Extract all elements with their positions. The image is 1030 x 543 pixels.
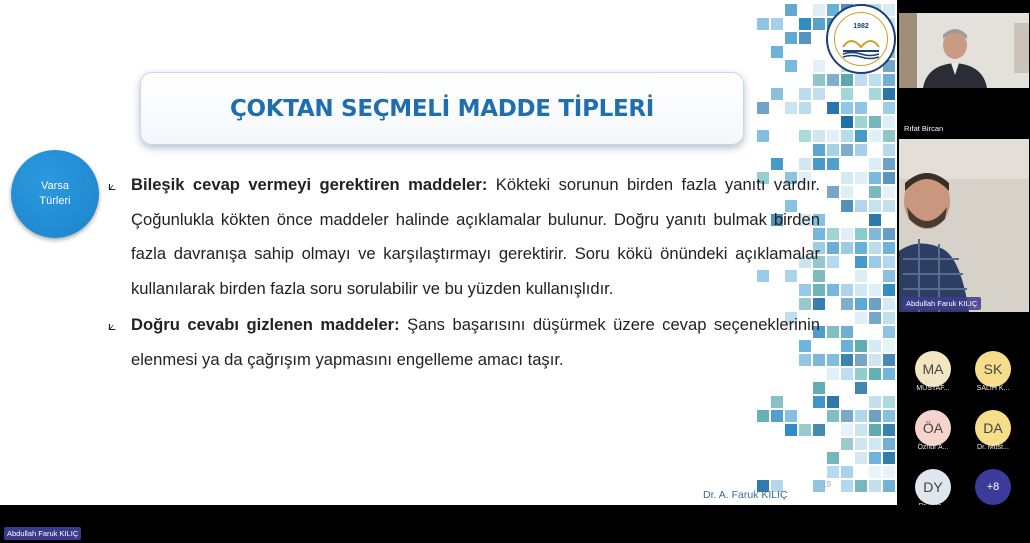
mosaic-tile	[813, 88, 825, 100]
mosaic-tile	[855, 340, 867, 352]
mosaic-tile	[869, 368, 881, 380]
mosaic-tile	[827, 396, 839, 408]
mosaic-tile	[855, 256, 867, 268]
mosaic-tile	[771, 88, 783, 100]
mosaic-tile	[855, 382, 867, 394]
mosaic-tile	[855, 102, 867, 114]
mosaic-tile	[841, 368, 853, 380]
mosaic-tile	[841, 326, 853, 338]
mosaic-tile	[855, 410, 867, 422]
mosaic-tile	[841, 102, 853, 114]
mosaic-tile	[785, 102, 797, 114]
avatar-name: MUSTAF...	[916, 385, 950, 392]
mosaic-tile	[841, 130, 853, 142]
mosaic-tile	[883, 228, 895, 240]
mosaic-tile	[869, 452, 881, 464]
mosaic-tile	[855, 116, 867, 128]
mosaic-tile	[883, 410, 895, 422]
mosaic-tile	[869, 74, 881, 86]
participant-video-2[interactable]	[899, 139, 1029, 312]
mosaic-tile	[785, 32, 797, 44]
mosaic-tile	[855, 298, 867, 310]
bullet-icon: ⟀	[108, 177, 117, 193]
avatar-name: Dr. Must...	[977, 444, 1009, 451]
mosaic-tile	[841, 466, 853, 478]
bullet-icon: ⟀	[108, 317, 117, 333]
mosaic-tile	[813, 18, 825, 30]
mosaic-tile	[883, 424, 895, 436]
mosaic-tile	[841, 186, 853, 198]
mosaic-tile	[771, 18, 783, 30]
mosaic-tile	[827, 368, 839, 380]
mosaic-tile	[771, 396, 783, 408]
mosaic-tile	[883, 312, 895, 324]
mosaic-tile	[883, 158, 895, 170]
badge-line-2: Türleri	[39, 195, 71, 207]
bottom-bar	[0, 505, 1030, 543]
mosaic-tile	[883, 74, 895, 86]
mosaic-tile	[841, 284, 853, 296]
mosaic-tile	[855, 130, 867, 142]
mosaic-tile	[883, 256, 895, 268]
mosaic-tile	[869, 466, 881, 478]
slide-footer: Dr. A. Faruk KILIÇ	[703, 489, 788, 501]
mosaic-tile	[841, 354, 853, 366]
mosaic-tile	[841, 88, 853, 100]
mosaic-tile	[883, 284, 895, 296]
slide-title-box	[140, 72, 744, 145]
mosaic-tile	[883, 452, 895, 464]
self-name-label: Abdullah Faruk KILIÇ	[4, 527, 81, 540]
mosaic-tile	[841, 410, 853, 422]
participant-video-1[interactable]	[899, 13, 1029, 88]
mosaic-tile	[883, 354, 895, 366]
mosaic-tile	[855, 312, 867, 324]
person-silhouette	[899, 13, 1029, 88]
mosaic-tile	[841, 480, 853, 492]
avatar-name: SALİH K...	[976, 385, 1010, 392]
mosaic-tile	[827, 256, 839, 268]
mosaic-tile	[883, 368, 895, 380]
mosaic-tile	[841, 144, 853, 156]
mosaic-tile	[813, 424, 825, 436]
varsa-turleri-badge[interactable]	[11, 150, 99, 238]
avatar[interactable]	[915, 351, 951, 387]
avatar[interactable]	[975, 351, 1011, 387]
mosaic-tile	[869, 242, 881, 254]
mosaic-tile	[855, 452, 867, 464]
mosaic-tile	[785, 60, 797, 72]
participant-name-1: Rıfat Bircan	[904, 124, 944, 133]
avatar-initials: SK	[983, 361, 1003, 377]
mosaic-tile	[827, 228, 839, 240]
mosaic-tile	[757, 410, 769, 422]
slide-title: ÇOKTAN SEÇMELİ MADDE TİPLERİ	[229, 95, 655, 122]
mosaic-tile	[799, 88, 811, 100]
mosaic-tile	[869, 340, 881, 352]
mosaic-tile	[841, 340, 853, 352]
mosaic-tile	[827, 74, 839, 86]
mosaic-tile	[841, 424, 853, 436]
mosaic-tile	[869, 354, 881, 366]
mosaic-tile	[799, 32, 811, 44]
mosaic-tile	[813, 396, 825, 408]
mosaic-tile	[827, 326, 839, 338]
mosaic-tile	[869, 410, 881, 422]
avatar-initials: DA	[983, 420, 1003, 436]
page-number: 19	[822, 480, 831, 489]
person-silhouette	[899, 139, 1029, 312]
participant-name-2: Abdullah Faruk KILIÇ	[902, 297, 981, 310]
mosaic-tile	[869, 186, 881, 198]
mosaic-tile	[883, 88, 895, 100]
mosaic-tile	[841, 298, 853, 310]
mosaic-tile	[855, 368, 867, 380]
mosaic-tile	[869, 438, 881, 450]
mosaic-tile	[827, 186, 839, 198]
mosaic-tile	[757, 18, 769, 30]
mosaic-tile	[841, 228, 853, 240]
mosaic-tile	[869, 214, 881, 226]
mosaic-tile	[855, 354, 867, 366]
mosaic-tile	[883, 242, 895, 254]
mosaic-tile	[869, 396, 881, 408]
mosaic-tile	[827, 158, 839, 170]
mosaic-tile	[869, 312, 881, 324]
mosaic-tile	[883, 340, 895, 352]
bullet-item	[108, 308, 820, 377]
mosaic-tile	[771, 410, 783, 422]
mosaic-tile	[827, 466, 839, 478]
mosaic-tile	[827, 130, 839, 142]
mosaic-tile	[771, 46, 783, 58]
item-text: Kökteki sorunun birden fazla yanıtı vardır. Çoğunlukla kökten önce maddeler halinde açıklamalar bulunur. Doğru yanıtı bulmak birden fazla davranışa sahip olmayı ve karşılaştırmayı gerektirir. Soru kökü önündeki açıklamalar kullanılarak birden fazla soru sorulabilir ve bu yüzden kullanışlıdır.	[131, 175, 821, 298]
mosaic-tile	[855, 438, 867, 450]
mosaic-tile	[883, 270, 895, 282]
mosaic-tile	[883, 130, 895, 142]
mosaic-tile	[883, 466, 895, 478]
mosaic-tile	[883, 144, 895, 156]
bullet-item	[108, 168, 820, 306]
mosaic-tile	[855, 144, 867, 156]
slide-content	[108, 168, 820, 377]
mosaic-tile	[841, 200, 853, 212]
mosaic-tile	[757, 130, 769, 142]
mosaic-tile	[869, 130, 881, 142]
mosaic-tile	[883, 200, 895, 212]
mosaic-tile	[757, 102, 769, 114]
more-count: +8	[986, 481, 1000, 493]
mosaic-tile	[827, 102, 839, 114]
badge-line-1: Varsa	[41, 180, 69, 192]
mosaic-tile	[813, 144, 825, 156]
mosaic-tile	[883, 480, 895, 492]
mosaic-tile	[799, 18, 811, 30]
mosaic-tile	[841, 116, 853, 128]
mosaic-tile	[869, 88, 881, 100]
mosaic-tile	[855, 480, 867, 492]
mosaic-tile	[827, 452, 839, 464]
mosaic-tile	[869, 298, 881, 310]
mosaic-tile	[841, 438, 853, 450]
mosaic-tile	[855, 242, 867, 254]
mosaic-tile	[869, 256, 881, 268]
mosaic-tile	[841, 74, 853, 86]
logo-year: 1982	[853, 23, 869, 30]
mosaic-tile	[813, 60, 825, 72]
avatar-initials: ÖA	[922, 420, 944, 436]
mosaic-tile	[883, 298, 895, 310]
mosaic-tile	[827, 144, 839, 156]
mosaic-tile	[869, 172, 881, 184]
mosaic-tile	[827, 410, 839, 422]
mosaic-tile	[855, 424, 867, 436]
more-participants-button[interactable]	[975, 469, 1011, 505]
avatar-name: Öznur A...	[917, 444, 949, 451]
mosaic-tile	[883, 116, 895, 128]
mosaic-tile	[785, 424, 797, 436]
item-heading: Doğru cevabı gizlenen maddeler:	[131, 315, 400, 334]
mosaic-tile	[855, 228, 867, 240]
mosaic-tile	[827, 284, 839, 296]
mosaic-tile	[813, 382, 825, 394]
mosaic-tile	[799, 424, 811, 436]
mosaic-tile	[883, 102, 895, 114]
mosaic-tile	[869, 480, 881, 492]
mosaic-tile	[813, 4, 825, 16]
avatar-initials: DY	[923, 479, 943, 495]
mosaic-tile	[883, 438, 895, 450]
mosaic-tile	[813, 130, 825, 142]
mosaic-tile	[785, 4, 797, 16]
item-text: Şans başarısını düşürmek üzere cevap seçeneklerinin elenmesi ya da çağrışım yapmasını engelleme amacı taşır.	[131, 315, 821, 369]
mosaic-tile	[855, 172, 867, 184]
mosaic-tile	[799, 130, 811, 142]
mosaic-tile	[827, 354, 839, 366]
mosaic-tile	[869, 424, 881, 436]
mosaic-tile	[855, 200, 867, 212]
mosaic-tile	[855, 74, 867, 86]
mosaic-tile	[869, 158, 881, 170]
mosaic-tile	[869, 228, 881, 240]
avatar-initials: MA	[922, 361, 944, 377]
mosaic-tile	[883, 396, 895, 408]
mosaic-tile	[841, 172, 853, 184]
mosaic-tile	[883, 186, 895, 198]
avatar[interactable]	[915, 469, 951, 505]
mosaic-tile	[813, 74, 825, 86]
mosaic-tile	[883, 326, 895, 338]
mosaic-tile	[799, 102, 811, 114]
mosaic-tile	[869, 200, 881, 212]
mosaic-tile	[883, 172, 895, 184]
university-logo	[826, 4, 896, 74]
mosaic-tile	[827, 242, 839, 254]
mosaic-tile	[855, 284, 867, 296]
mosaic-tile	[841, 242, 853, 254]
avatar[interactable]	[975, 410, 1011, 446]
item-heading: Bileşik cevap vermeyi gerektiren maddeler:	[131, 175, 488, 194]
mosaic-tile	[869, 284, 881, 296]
mosaic-tile	[855, 270, 867, 282]
mosaic-tile	[869, 116, 881, 128]
mosaic-tile	[785, 410, 797, 422]
avatar[interactable]	[915, 410, 951, 446]
